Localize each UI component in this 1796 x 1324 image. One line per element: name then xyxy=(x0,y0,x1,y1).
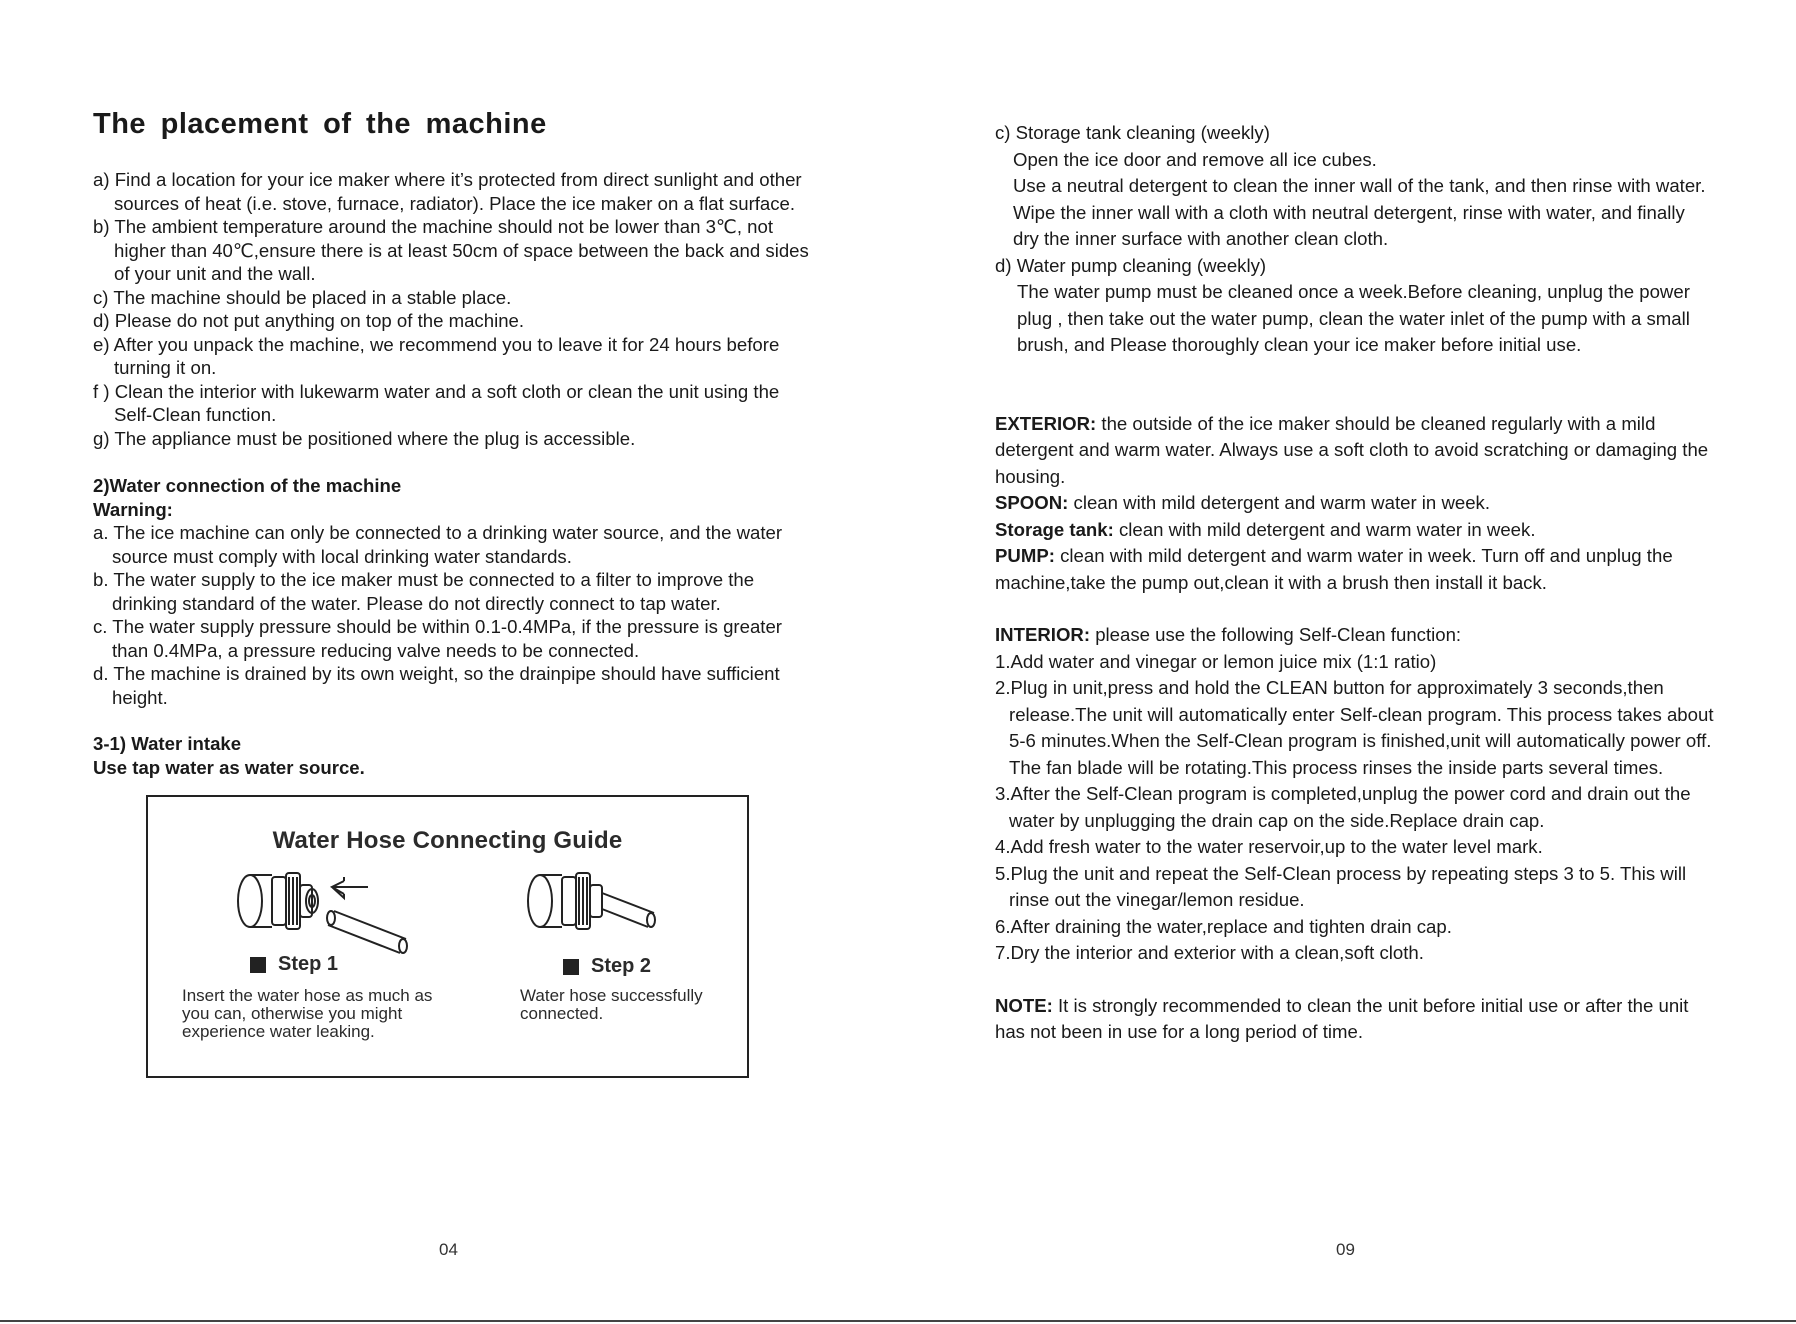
self-clean-step-7: 7.Dry the interior and exterior with a clean,soft cloth. xyxy=(995,942,1424,963)
self-clean-step-4: 4.Add fresh water to the water reservoir,up to the water level mark. xyxy=(995,836,1543,857)
storage-line-3: Wipe the inner wall with a cloth with neutral detergent, rinse with water, and finally dry the inner surface with another clean cloth. xyxy=(1013,201,1685,249)
storage-line-1: Open the ice door and remove all ice cubes. xyxy=(1013,148,1377,170)
pump-paragraph xyxy=(995,543,1715,596)
water-intake-section xyxy=(93,732,813,779)
fitting-with-hose-connected-icon xyxy=(518,867,698,967)
self-clean-step-1: 1.Add water and vinegar or lemon juice mix (1:1 ratio) xyxy=(995,650,1437,672)
note-label: NOTE: xyxy=(995,994,1053,1016)
spacer xyxy=(995,596,1715,622)
step-1-text: Step 1 xyxy=(278,953,339,975)
bottom-edge-line xyxy=(0,1320,1796,1322)
water-intake-heading: 3-1) Water intake xyxy=(93,733,242,754)
water-connection-section xyxy=(93,474,813,709)
spacer xyxy=(995,967,1715,993)
placement-item-c: c) The machine should be placed in a stable place. xyxy=(93,286,512,308)
placement-list xyxy=(93,168,813,450)
self-clean-step-5: 5.Plug the unit and repeat the Self-Clean process by repeating steps 3 to 5. This will rinse out the vinegar/lemon residue. xyxy=(995,862,1687,910)
warning-item-c: c. The water supply pressure should be within 0.1-0.4MPa, if the pressure is greater than 0.4MPa, a pressure reducing valve needs to be connected. xyxy=(93,616,783,661)
placement-item-f: f ) Clean the interior with lukewarm water and a soft cloth or clean the unit using the Self-Clean function. xyxy=(93,380,780,425)
self-clean-fan-note: The fan blade will be rotating.This process rinses the inside parts several times. xyxy=(1009,756,1664,778)
section-heading-placement: The placement of the machine xyxy=(93,108,547,140)
fitting-with-hose-apart-icon xyxy=(228,867,428,967)
interior-text: please use the following Self-Clean function: xyxy=(1090,624,1462,645)
pump-title: d) Water pump cleaning (weekly) xyxy=(995,254,1267,276)
exterior-label: EXTERIOR: xyxy=(995,412,1097,434)
pump-label: PUMP: xyxy=(995,545,1055,566)
water-hose-guide-figure xyxy=(146,795,749,1078)
warning-item-d: d. The machine is drained by its own weight, so the drainpipe should have sufficient height. xyxy=(93,663,780,708)
warning-item-b: b. The water supply to the ice maker must be connected to a filter to improve the drinking standard of the water. Please do not directly connect to tap water. xyxy=(93,569,755,614)
placement-item-b: b) The ambient temperature around the machine should not be lower than 3℃, not higher than 40℃,ensure there is at least 50cm of space between the back and sides of your unit and the wall. xyxy=(93,216,809,284)
storage-tank-title: c) Storage tank cleaning (weekly) xyxy=(995,122,1270,143)
storage-tank-label: Storage tank: xyxy=(995,518,1114,540)
warning-item-a: a. The ice machine can only be connected to a drinking water source, and the water source must comply with local drinking water standards. xyxy=(93,522,783,567)
storage-tank-text: clean with mild detergent and warm water in week. xyxy=(1113,518,1536,540)
storage-tank-paragraph xyxy=(995,517,1715,544)
spoon-paragraph xyxy=(995,490,1715,517)
self-clean-step-3: 3.After the Self-Clean program is completed,unplug the power cord and drain out the water by unplugging the drain cap on the side.Replace drain cap. xyxy=(995,783,1691,831)
step-2-square-icon xyxy=(563,959,579,975)
pump-text: The water pump must be cleaned once a week.Before cleaning, unplug the power plug , then take out the water pump, clean the water inlet of the pump with a small brush, and Please thoroughly clean your ice maker before initial use. xyxy=(1017,281,1690,355)
placement-item-e: e) After you unpack the machine, we recommend you to leave it for 24 hours before turning it on. xyxy=(93,333,780,378)
spacer xyxy=(995,359,1715,411)
page-number-right: 09 xyxy=(1336,1240,1355,1259)
note-text: It is strongly recommended to clean the unit before initial use or after the unit has not been in use for a long period of time. xyxy=(995,994,1689,1042)
step-1-description: Insert the water hose as much as you can, otherwise you might experience water leaking. xyxy=(182,986,433,1041)
step-2-description: Water hose successfully connected. xyxy=(520,986,703,1023)
step-2-text: Step 2 xyxy=(591,955,652,977)
step-1-label xyxy=(250,953,338,976)
exterior-text: the outside of the ice maker should be cleaned regularly with a mild detergent and warm water. Always use a soft cloth to avoid scratching or damaging the housing. xyxy=(995,412,1709,487)
exterior-paragraph xyxy=(995,411,1715,491)
note-paragraph xyxy=(995,993,1715,1046)
step-1-square-icon xyxy=(250,957,266,973)
page-number-left: 04 xyxy=(439,1240,458,1259)
guide-title: Water Hose Connecting Guide xyxy=(272,827,623,854)
interior-paragraph xyxy=(995,622,1715,649)
cleaning-instructions xyxy=(995,120,1715,1046)
storage-line-2: Use a neutral detergent to clean the inner wall of the tank, and then rinse with water. xyxy=(1013,175,1706,196)
self-clean-step-6: 6.After draining the water,replace and tighten drain cap. xyxy=(995,915,1452,937)
water-connection-heading: 2)Water connection of the machine xyxy=(93,475,402,496)
right-page xyxy=(898,0,1796,1324)
placement-item-a: a) Find a location for your ice maker where it’s protected from direct sunlight and other sources of heat (i.e. stove, furnace, radiator). Place the ice maker on a flat surface. xyxy=(93,169,802,214)
spoon-text: clean with mild detergent and warm water in week. xyxy=(1068,492,1491,513)
spoon-label: SPOON: xyxy=(995,492,1069,513)
warning-label: Warning: xyxy=(93,498,173,520)
water-intake-note: Use tap water as water source. xyxy=(93,756,365,778)
placement-item-d: d) Please do not put anything on top of the machine. xyxy=(93,310,525,331)
placement-item-g: g) The appliance must be positioned where the plug is accessible. xyxy=(93,427,636,449)
pump-short-text: clean with mild detergent and warm water in week. Turn off and unplug the machine,take the pump out,clean it with a brush then install it back. xyxy=(995,545,1673,593)
interior-label: INTERIOR: xyxy=(995,624,1091,645)
step-2-label xyxy=(563,955,651,978)
self-clean-step-2: 2.Plug in unit,press and hold the CLEAN button for approximately 3 seconds,then release.The unit will automatically enter Self-clean program. This process takes about 5-6 minutes.When the Self-Clean program is finished,unit will automatically power off. xyxy=(995,677,1714,751)
